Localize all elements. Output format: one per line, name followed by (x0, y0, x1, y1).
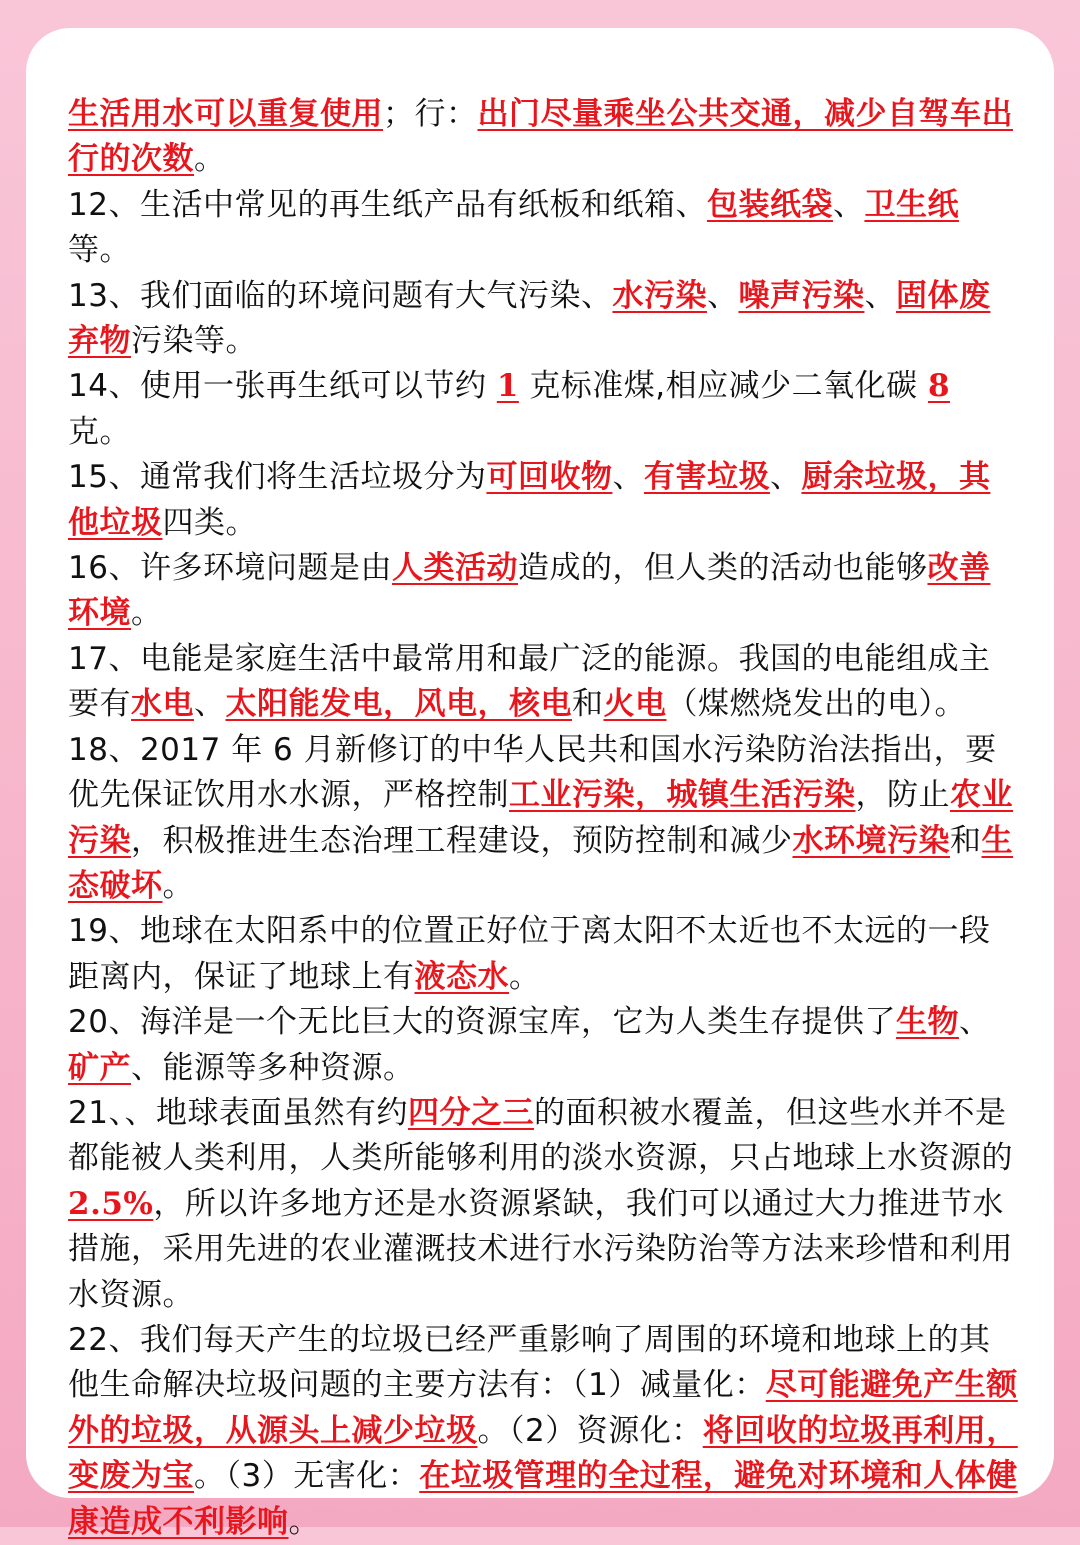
paragraph-6 (68, 546, 1018, 637)
paragraph-text: 、能源等多种资源。 (131, 1049, 415, 1086)
document-body (68, 92, 1018, 1545)
answer-highlight: 噪声污染 (738, 277, 865, 314)
answer-highlight: 卫生纸 (864, 186, 959, 223)
paragraph-text: 。 (162, 867, 194, 904)
paragraph-text: 污染等。 (131, 323, 257, 360)
paragraph-text: 、 (612, 459, 644, 496)
paragraph-1 (68, 92, 1018, 183)
paragraph-5 (68, 455, 1018, 546)
paragraph-text: 、 (706, 277, 739, 314)
paragraph-text: 21、、地球表面虽然有约 (68, 1094, 408, 1131)
paragraph-text: 15、通常我们将生活垃圾分为 (68, 459, 487, 496)
answer-highlight: 四分之三 (407, 1094, 534, 1131)
paragraph-text: 。 (131, 595, 163, 632)
answer-highlight: 可回收物 (486, 459, 613, 496)
paragraph-text: 17、电能是家庭生活中最常用和最广泛的能源。我国的电能组成主要有 (68, 640, 991, 723)
answer-highlight: 矿产 (68, 1049, 131, 1086)
paragraph-text: 14、使用一张再生纸可以节约 (68, 368, 497, 405)
answer-highlight: 工业污染，城镇生活污染 (509, 777, 856, 814)
paragraph-text: ，防止 (855, 777, 950, 814)
answer-highlight: 人类活动 (391, 550, 518, 587)
paragraph-3 (68, 274, 1018, 365)
paragraph-text: 、 (958, 1004, 991, 1041)
answer-highlight: 8 (927, 368, 951, 405)
paragraph-4 (68, 364, 1018, 455)
paragraph-10 (68, 1000, 1018, 1091)
answer-highlight: 生活用水可以重复使用 (68, 96, 383, 132)
paragraph-text: 18、2017 年 6 月新修订的中华人民共和国水污染防治法指出，要优先保证饮用水水源，严格控制 (68, 731, 997, 814)
answer-highlight: 尽可能避免产生额外的垃圾，从源头上减少垃圾 (68, 1367, 1018, 1449)
paragraph-11 (68, 1091, 1018, 1318)
answer-highlight: 厨余垃圾，其他垃圾 (68, 459, 991, 541)
paragraph-text: 13、我们面临的环境问题有大气污染、 (68, 277, 613, 314)
paragraph-text: 造成的，但人类的活动也能够 (517, 550, 928, 587)
paragraph-text: 22、我们每天产生的垃圾已经严重影响了周围的环境和地球上的其他生命解决垃圾问题的主要方法有：（1）减量化： (68, 1321, 991, 1404)
paragraph-text: ；行： (383, 96, 478, 132)
answer-highlight: 太阳能发电，风电，核电 (225, 686, 572, 723)
paragraph-text: 。 (194, 141, 226, 178)
paragraph-text: 、 (194, 686, 226, 723)
paragraph-text: 16、许多环境问题是由 (68, 550, 392, 587)
paragraph-text: ，积极推进生态治理工程建设，预防控制和减少 (131, 822, 793, 859)
paragraph-8 (68, 728, 1018, 910)
paragraph-text: 。（3）无害化： (194, 1458, 420, 1495)
paragraph-text: ，所以许多地方还是水资源紧缺，我们可以通过大力推进节水措施，采用先进的农业灌溉技术进行水污染防治等方法来珍惜和利用水资源。 (68, 1185, 1013, 1313)
answer-highlight: 火电 (603, 686, 667, 723)
answer-highlight: 1 (496, 368, 519, 405)
paragraph-text: 等。 (68, 232, 131, 269)
answer-highlight: 水电 (131, 686, 194, 723)
content-card (26, 28, 1054, 1540)
answer-highlight: 在垃圾管理的全过程，避免对环境和人体健康造成不利影响 (68, 1458, 1018, 1540)
paragraph-7 (68, 637, 1018, 728)
answer-highlight: 水污染 (612, 277, 707, 314)
paragraph-text: 。（2）资源化： (477, 1412, 703, 1449)
paragraph-text: 和 (572, 686, 604, 723)
answer-highlight: 水环境污染 (792, 822, 950, 859)
paragraph-text: 、 (769, 459, 802, 496)
paragraph-text: 、 (864, 277, 896, 314)
answer-highlight: 有害垃圾 (643, 459, 770, 496)
answer-highlight: 包装纸袋 (706, 186, 833, 223)
paragraph-text: 、 (832, 186, 865, 223)
paragraph-text: 20、海洋是一个无比巨大的资源宝库，它为人类生存提供了 (68, 1004, 896, 1041)
answer-highlight: 将回收的垃圾再利用，变废为宝 (68, 1412, 1018, 1495)
paragraph-text: 。 (288, 1503, 320, 1540)
paragraph-2 (68, 183, 1018, 274)
answer-highlight: 固体废弃物 (68, 277, 991, 360)
paragraph-text: 和 (950, 822, 982, 859)
paragraph-text: 的面积被水覆盖，但这些水并不是都能被人类利用，人类所能够利用的淡水资源，只占地球上水资源的 (68, 1094, 1013, 1177)
paragraph-12 (68, 1318, 1018, 1545)
answer-highlight: 出门尽量乘坐公共交通，减少自驾车出行的次数 (68, 96, 1013, 178)
paragraph-text: 克标准煤,相应减少二氧化碳 (518, 368, 928, 405)
paragraph-text: （煤燃烧发出的电）。 (666, 686, 966, 723)
answer-highlight: 生物 (895, 1004, 959, 1041)
paragraph-9 (68, 909, 1018, 1000)
answer-highlight: 农业污染 (68, 777, 1013, 859)
paragraph-text: 四类。 (162, 504, 257, 541)
answer-highlight: 生态破坏 (68, 822, 1013, 904)
paragraph-text: 克。 (68, 413, 131, 450)
answer-highlight: 液态水 (414, 958, 509, 995)
answer-highlight: 2.5% (68, 1185, 154, 1222)
paragraph-text: 19、地球在太阳系中的位置正好位于离太阳不太近也不太远的一段距离内，保证了地球上有 (68, 913, 991, 995)
paragraph-text: 12、生活中常见的再生纸产品有纸板和纸箱、 (68, 186, 707, 223)
answer-highlight: 改善环境 (68, 550, 991, 632)
paragraph-text: 。 (509, 958, 541, 995)
